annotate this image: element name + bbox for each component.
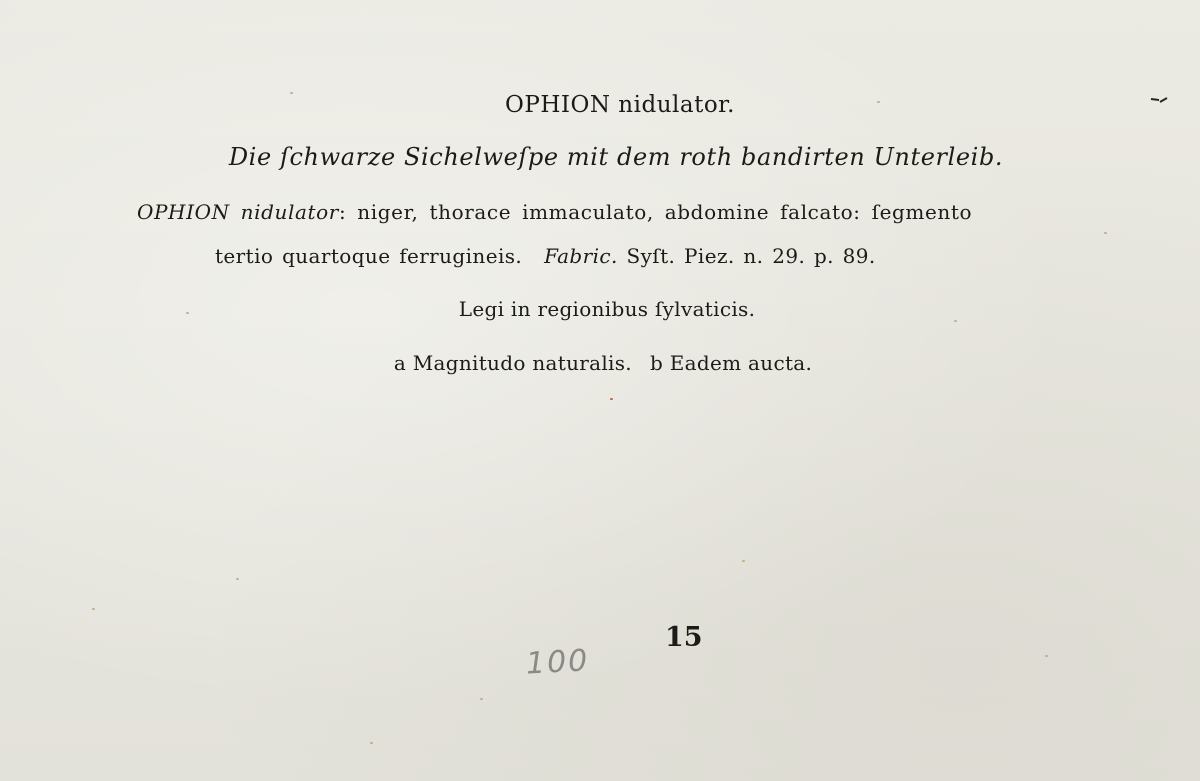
paper-speck bbox=[742, 560, 745, 562]
diagnosis-line-1 bbox=[137, 200, 972, 224]
diagnosis-text-2: tertio quartoque ferrugineis. bbox=[215, 244, 523, 268]
paper-speck bbox=[370, 742, 373, 744]
diagnosis-genus: OPHION nidulator bbox=[137, 200, 339, 224]
german-subtitle: Die ſchwarze Sichelweſpe mit dem roth bandirten Unterleib. bbox=[228, 143, 1004, 171]
diagnosis-line-2 bbox=[215, 244, 876, 268]
figure-a-letter: a bbox=[393, 351, 407, 375]
paper-speck bbox=[1104, 232, 1107, 234]
paper-speck bbox=[92, 608, 95, 610]
page-number: 15 bbox=[665, 622, 703, 653]
diagnosis-text-1: : niger, thorace immaculato, abdomine falcato: ſegmento bbox=[338, 200, 973, 224]
species-title: OPHION nidulator. bbox=[505, 92, 735, 118]
paper-speck bbox=[1045, 655, 1048, 657]
paper-speck bbox=[480, 698, 483, 700]
paper-speck bbox=[236, 578, 239, 580]
paper-speck bbox=[610, 398, 613, 400]
figure-b-text: Eadem aucta. bbox=[669, 351, 813, 375]
locality-note: Legi in regionibus ſylvaticis. bbox=[458, 297, 756, 321]
figure-b-letter: b bbox=[649, 351, 664, 375]
figure-legend bbox=[0, 351, 1200, 375]
figure-a-text: Magnitudo naturalis. bbox=[412, 351, 632, 375]
reference-citation: Syſt. Piez. n. 29. p. 89. bbox=[626, 244, 876, 268]
pencil-annotation: 100 bbox=[525, 643, 591, 682]
reference-author: Fabric. bbox=[544, 244, 618, 268]
